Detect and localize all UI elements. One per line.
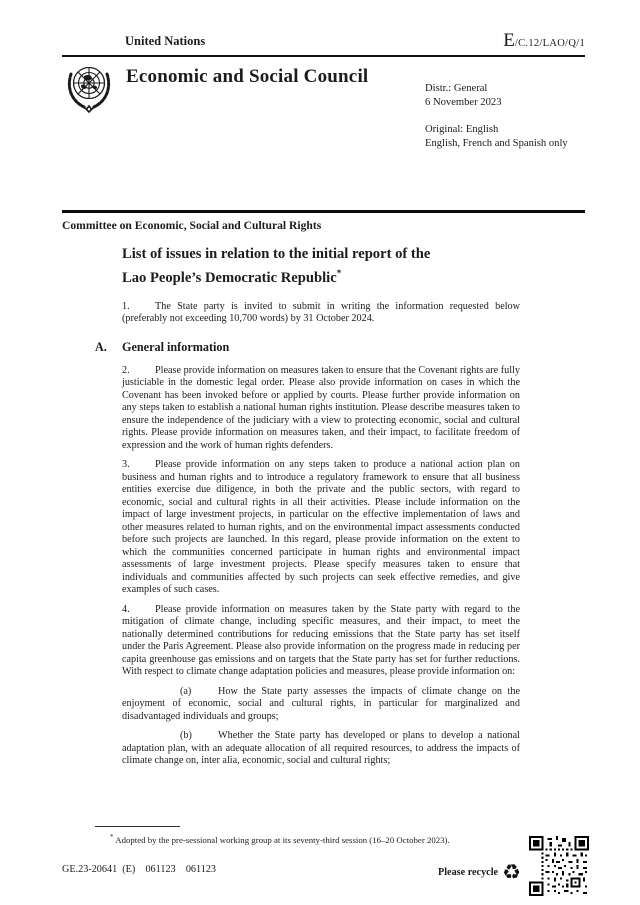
footnote-text: Adopted by the pre-sessional working group at its seventy-third session (16–20 October 2023). — [115, 834, 450, 845]
section-a-label: A. — [95, 339, 107, 354]
page-title: Economic and Social Council — [126, 66, 369, 87]
paragraph-1-number: 1. — [122, 300, 130, 312]
paragraph-1-text: The State party is invited to submit in writing the information requested below (preferably not exceeding 10,700 words) by 31 October 2024. — [122, 300, 520, 325]
paragraph-4 — [122, 604, 520, 679]
document-title — [122, 245, 520, 288]
footnote-marker: * — [110, 833, 114, 841]
paragraph-1 — [122, 301, 520, 326]
committee-heading: Committee on Economic, Social and Cultural Rights — [62, 219, 322, 232]
footnote-separator — [95, 826, 180, 827]
section-a-title: General information — [122, 339, 230, 354]
paragraph-4-text: Please provide information on measures taken by the State party with regard to the mitigation of climate change, including specific measures, and their impact, to meet the nationally determined contributions for reducing emissions that the State party has set itself under the Paris Agreement. Please also provide information on the progress made in reducing per capita greenhouse gas emissions and on targets that the State party has set for further reductions. With respect to climate change adaptation policies and measures, please provide information on: — [122, 603, 520, 678]
recycle-label: Please recycle — [438, 866, 499, 878]
document-symbol-number: /C.12/LAO/Q/1 — [514, 38, 585, 49]
header-rule-thick — [62, 210, 585, 213]
recycle-icon: ♻ — [502, 860, 521, 884]
subparagraph-a-text: How the State party assesses the impacts of climate change on the enjoyment of economic, social and cultural rights, in particular for marginalized and disadvantaged individuals and groups; — [122, 685, 520, 722]
subparagraph-b-label: (b) — [180, 730, 192, 742]
document-body — [62, 219, 585, 775]
original-language-line: Original: English — [425, 124, 499, 135]
paragraph-3 — [122, 459, 520, 597]
paragraph-2-text: Please provide information on measures taken to ensure that the Covenant rights are fully justiciable in the domestic legal order. Please also provide information on cases in which the Covenant has been invoked before or applied by courts. Please further provide information on any steps taken to establish a national human rights institution. Please describe measures taken to ensure the independence of the judiciary with a view to protecting economic, social and cultural rights. Please provide information on measures taken, and their impact, to facilitate freedom of expression and the work of human rights defenders. — [122, 364, 520, 451]
subparagraph-b — [122, 730, 520, 768]
paragraph-3-number: 3. — [122, 459, 130, 471]
footnote — [110, 832, 530, 846]
qr-code — [529, 836, 589, 896]
document-title-line1: List of issues in relation to the initial report of the — [122, 246, 431, 262]
paragraph-2 — [122, 365, 520, 453]
info-gap — [425, 109, 568, 123]
paragraph-4-number: 4. — [122, 603, 130, 615]
header-rule-thin — [62, 55, 585, 57]
paragraph-2-number: 2. — [122, 364, 130, 376]
languages-line: English, French and Spanish only — [425, 137, 568, 149]
section-a-heading — [95, 340, 585, 355]
document-title-line2: Lao People’s Democratic Republic — [122, 269, 337, 286]
subparagraph-a-label: (a) — [180, 685, 192, 697]
date-line: 6 November 2023 — [425, 96, 502, 108]
distribution-info — [425, 82, 568, 150]
ge-reference-number: GE.23-20641 (E) 061123 061123 — [62, 864, 217, 875]
subparagraph-b-text: Whether the State party has developed or plans to develop a national adaptation plan, with an adequate allocation of all required resources, to address the impacts of climate change on, inter alia, economic, social and cultural rights; — [122, 730, 520, 767]
org-name: United Nations — [125, 34, 206, 48]
distr-line: Distr.: General — [425, 83, 488, 94]
title-footnote-marker: * — [336, 268, 342, 278]
recycle-notice — [438, 862, 521, 882]
document-symbol-series: E — [503, 30, 515, 51]
paragraph-3-text: Please provide information on any steps taken to produce a national action plan on business and human rights and to introduce a regulatory framework to ensure that all business entities exercise due diligence, in both the private and the public sectors, with regard to economic, social and cultural rights in all their activities. Please include information on the impact of large investment projects, in particular on the effective implementation of laws and other measures related to human rights, and on the environmental impact assessments conducted before such projects are launched. In this regard, please provide information on the extent to which the communities concerned participate in human rights and environmental impact assessments of large investment projects. Please specify measures taken to ensure that individuals and communities affected by such projects can seek effective remedies, and give examples of such cases. — [122, 459, 520, 596]
un-emblem-icon — [64, 62, 114, 118]
document-symbol — [503, 30, 585, 52]
subparagraph-a — [122, 686, 520, 724]
